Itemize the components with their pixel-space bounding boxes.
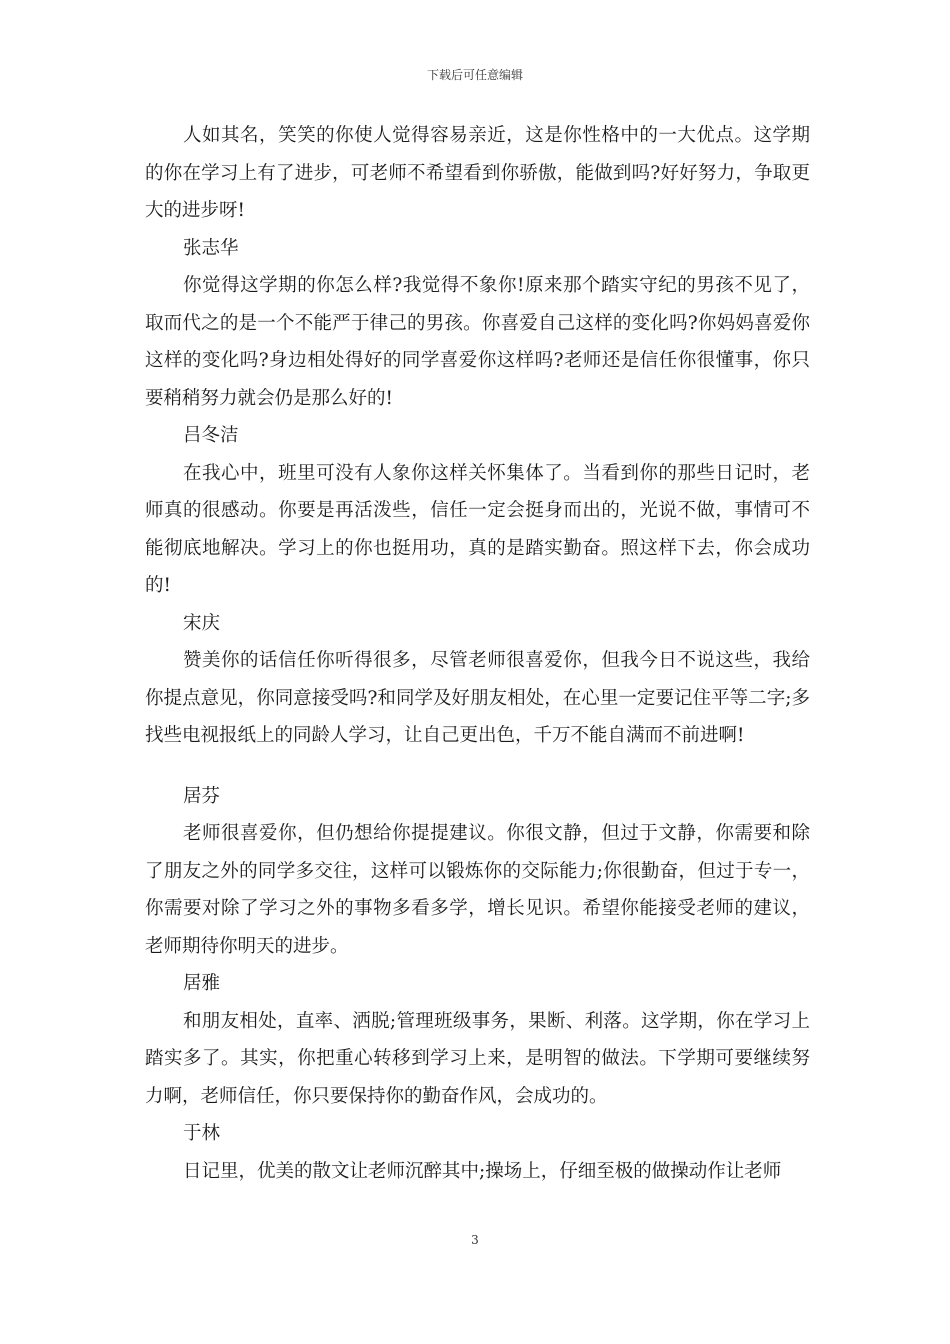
blank-line <box>145 755 810 778</box>
student-name: 宋庆 <box>183 612 221 634</box>
student-name: 居芬 <box>183 785 221 807</box>
comment-paragraph: 人如其名，笑笑的你使人觉得容易亲近，这是你性格中的一大优点。这学期的你在学习上有了进步，可老师不希望看到你骄傲，能做到吗?好好努力，争取更大的进步呀! <box>145 125 810 221</box>
comment-paragraph: 在我心中，班里可没有人象你这样关怀集体了。当看到你的那些日记时，老师真的很感动。你要是再活泼些，信任一定会挺身而出的，光说不做，事情可不能彻底地解决。学习上的你也挺用功，真的是踏实勤奋。照这样下去，你会成功的! <box>145 462 810 596</box>
comment-paragraph: 日记里，优美的散文让老师沉醉其中;操场上，仔细至极的做操动作让老师 <box>183 1160 782 1182</box>
student-name: 于林 <box>183 1123 221 1144</box>
comment-paragraph: 和朋友相处，直率、洒脱;管理班级事务，果断、利落。这学期，你在学习上踏实多了。其实，你把重心转移到学习上来，是明智的做法。下学期可要继续努力啊，老师信任，你只要保持你的勤奋作风，会成功的。 <box>145 1010 810 1107</box>
student-name: 居雅 <box>183 973 221 994</box>
comment-paragraph: 你觉得这学期的你怎么样?我觉得不象你!原来那个踏实守纪的男孩不见了，取而代之的是一个不能严于律己的男孩。你喜爱自己这样的变化吗?你妈妈喜爱你这样的变化吗?身边相处得好的同学喜爱你这样吗?老师还是信任你很懂事，你只要稍稍努力就会仍是那么好的! <box>145 275 810 409</box>
page-header: 下载后可任意编辑 <box>426 68 523 82</box>
page-number: 3 <box>471 1233 479 1247</box>
document-body <box>145 117 810 1190</box>
student-name: 吕冬洁 <box>183 425 239 446</box>
comment-paragraph: 赞美你的话信任你听得很多，尽管老师很喜爱你，但我今日不说这些，我给你提点意见，你同意接受吗?和同学及好朋友相处，在心里一定要记住平等二字;多找些电视报纸上的同龄人学习，让自己更出色，千万不能自满而不前进啊! <box>145 650 810 746</box>
comment-paragraph: 老师很喜爱你，但仍想给你提提建议。你很文静，但过于文静，你需要和除了朋友之外的同学多交往，这样可以锻炼你的交际能力;你很勤奋，但过于专一，你需要对除了学习之外的事物多看多学，增长见识。希望你能接受老师的建议，老师期待你明天的进步。 <box>145 823 810 957</box>
student-name: 张志华 <box>183 237 239 259</box>
